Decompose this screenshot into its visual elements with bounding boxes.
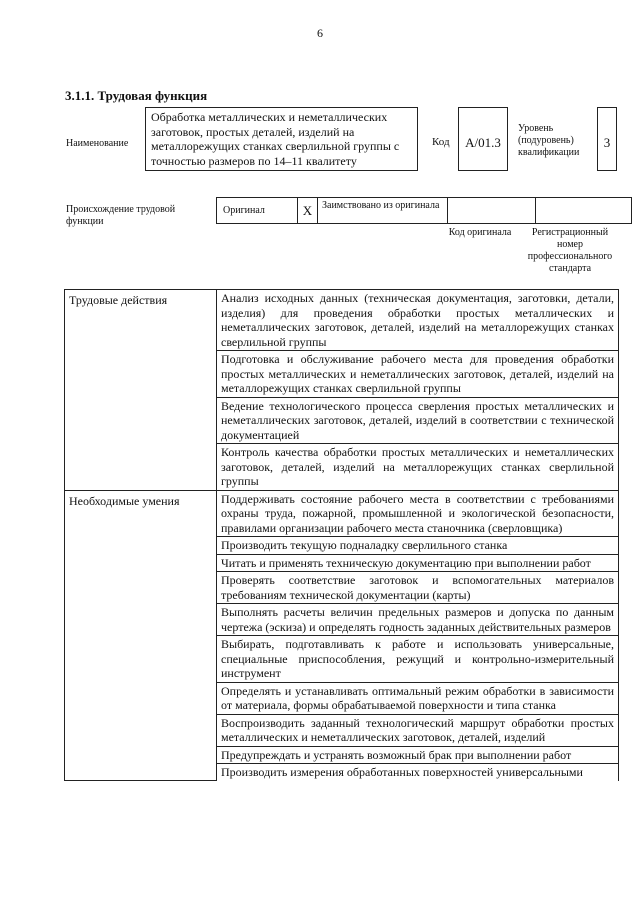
labor-actions-label: Трудовые действия <box>65 290 217 491</box>
skill-item: Производить измерения обработанных поверхностей универсальными <box>217 764 619 781</box>
code-original-caption: Код оригинала <box>448 227 512 238</box>
registration-number-cell <box>536 197 632 224</box>
original-mark-cell: X <box>298 197 318 224</box>
code-value-box: А/01.3 <box>458 107 508 171</box>
level-value-box: 3 <box>597 107 617 171</box>
registration-caption: Регистрационный номер профессионального стандарта <box>527 227 613 274</box>
borrowed-cell: Заимствовано из оригинала <box>318 197 448 224</box>
table-row <box>65 490 619 537</box>
skill-item: Воспроизводить заданный технологический маршрут обработки простых металлических и неметаллических заготовок, деталей, изделий <box>217 714 619 746</box>
function-details-table <box>64 289 619 781</box>
table-row <box>65 290 619 351</box>
name-label: Наименование <box>66 138 129 149</box>
skills-label: Необходимые умения <box>65 490 217 781</box>
level-label: Уровень (подуровень) квалификации <box>518 123 580 158</box>
skill-item: Производить текущую подналадку сверлильного станка <box>217 537 619 555</box>
origin-label: Происхождение трудовой функции <box>66 204 176 227</box>
skill-item: Читать и применять техническую документацию при выполнении работ <box>217 554 619 572</box>
skill-item: Предупреждать и устранять возможный брак при выполнении работ <box>217 746 619 764</box>
skill-item: Определять и устанавливать оптимальный режим обработки в зависимости от материала, формы обрабатываемой поверхности и типа станка <box>217 682 619 714</box>
section-title: 3.1.1. Трудовая функция <box>65 88 208 103</box>
skill-item: Выбирать, подготавливать к работе и использовать универсальные, специальные приспособления, режущий и контрольно-измерительный инструмент <box>217 636 619 683</box>
labor-action-item: Подготовка и обслуживание рабочего места для проведения обработки простых металлических и неметаллических заготовок, деталей, изделий на металлорежущих станках сверлильной группы <box>217 351 619 398</box>
original-cell: Оригинал <box>216 197 298 224</box>
skill-item: Проверять соответствие заготовок и вспомогательных материалов требованиям технической документации (карты) <box>217 572 619 604</box>
labor-action-item: Контроль качества обработки простых металлических и неметаллических заготовок, деталей, изделий на металлорежущих станках сверлильной группы <box>217 444 619 491</box>
labor-action-item: Анализ исходных данных (техническая документация, заготовки, детали, изделия) для проведения обработки простых металлических и неметаллических заготовок, деталей, изделий на металлорежущих станках сверлильной группы <box>217 290 619 351</box>
code-original-cell <box>448 197 536 224</box>
skill-item: Выполнять расчеты величин предельных размеров и допуска по данным чертежа (эскиза) и определять годность заданных действительных размеров <box>217 604 619 636</box>
origin-row <box>216 197 632 224</box>
skill-item: Поддерживать состояние рабочего места в соответствии с требованиями охраны труда, пожарной, промышленной и экологической безопасности, правилами организации рабочего места станочника (сверловщика) <box>217 490 619 537</box>
code-label: Код <box>432 136 450 148</box>
labor-action-item: Ведение технологического процесса сверления простых металлических и неметаллических заготовок, деталей, изделий в соответствии с технической документацией <box>217 397 619 444</box>
function-name-box: Обработка металлических и неметаллических заготовок, простых деталей, изделий на металлорежущих станках сверлильной группы с точностью размеров по 14–11 квалитету <box>145 107 418 171</box>
page-number: 6 <box>317 26 323 40</box>
